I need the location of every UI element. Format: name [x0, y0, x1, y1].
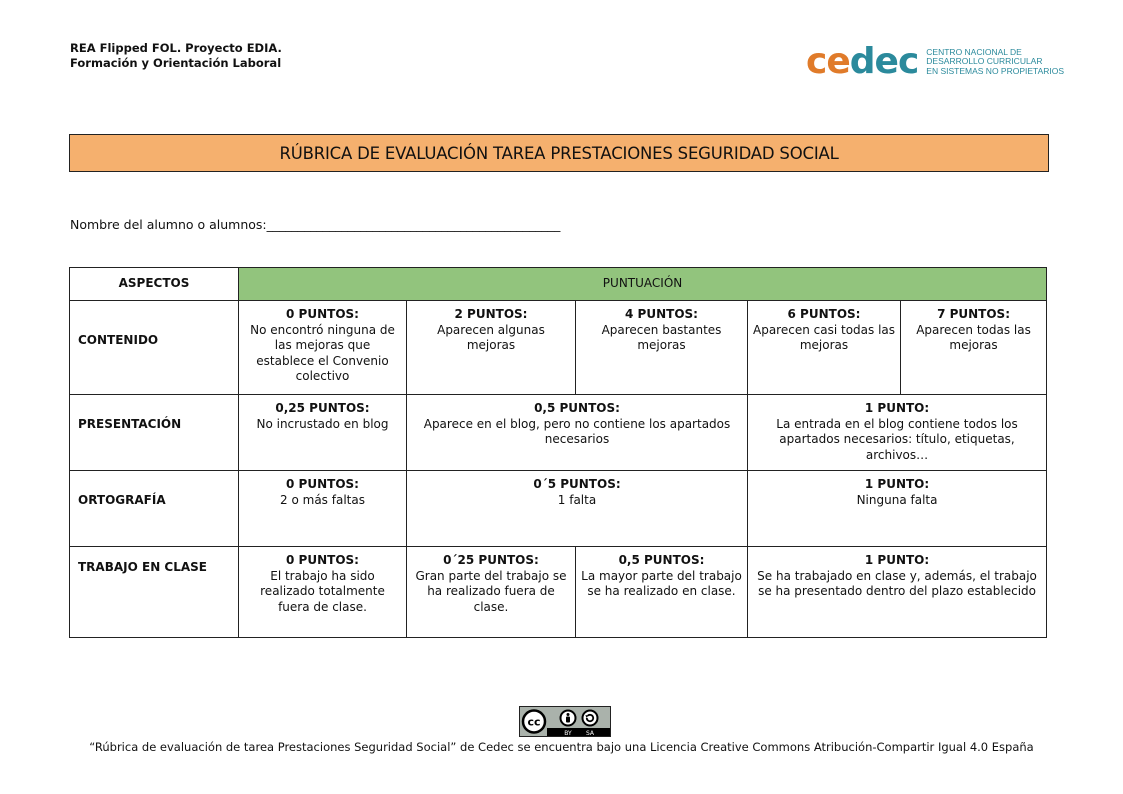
score-cell: 1 PUNTO: La entrada en el blog contiene todos los apartados necesarios: título, etiquetas, archivos…	[748, 395, 1047, 471]
aspect-ortografia: ORTOGRAFÍA	[70, 471, 239, 547]
license-footer: “Rúbrica de evaluación de tarea Prestaciones Seguridad Social” de Cedec se encuentra bajo una Licencia Creative Commons Atribución-Compartir Igual 4.0 España	[89, 740, 1034, 754]
student-name-line	[70, 217, 560, 232]
cedec-logo-word: cedec	[806, 41, 919, 82]
rubric-title: RÚBRICA DE EVALUACIÓN TAREA PRESTACIONES SEGURIDAD SOCIAL	[279, 143, 839, 163]
table-header-row	[70, 268, 1047, 301]
score-header: PUNTUACIÓN	[239, 268, 1047, 301]
score-cell: 0´5 PUNTOS: 1 falta	[407, 471, 748, 547]
svg-text:BY: BY	[564, 730, 572, 736]
aspects-header: ASPECTOS	[70, 268, 239, 301]
score-cell: 0 PUNTOS: El trabajo ha sido realizado totalmente fuera de clase.	[239, 547, 407, 638]
document-header	[70, 41, 282, 71]
score-cell: 0´25 PUNTOS: Gran parte del trabajo se ha realizado fuera de clase.	[407, 547, 576, 638]
aspect-trabajo-en-clase: TRABAJO EN CLASE	[70, 547, 239, 638]
svg-text:SA: SA	[585, 730, 595, 736]
cc-by-sa-icon	[520, 707, 610, 736]
rubric-table	[69, 267, 1047, 638]
score-cell: 0,5 PUNTOS: Aparece en el blog, pero no contiene los apartados necesarios	[407, 395, 748, 471]
cedec-logo	[806, 41, 1065, 82]
score-cell: 1 PUNTO: Se ha trabajado en clase y, además, el trabajo se ha presentado dentro del plazo establecido	[748, 547, 1047, 638]
table-row	[70, 301, 1047, 395]
table-row	[70, 547, 1047, 638]
student-name-blank: _______________________________________________	[266, 217, 561, 232]
aspect-presentacion: PRESENTACIÓN	[70, 395, 239, 471]
student-name-label: Nombre del alumno o alumnos:	[70, 217, 267, 232]
aspect-contenido: CONTENIDO	[70, 301, 239, 395]
score-cell: 1 PUNTO: Ninguna falta	[748, 471, 1047, 547]
subject-title: Formación y Orientación Laboral	[70, 56, 282, 70]
score-cell: 6 PUNTOS: Aparecen casi todas las mejoras	[748, 301, 901, 395]
table-row	[70, 395, 1047, 471]
rubric-title-banner	[69, 134, 1049, 172]
score-cell: 0,5 PUNTOS: La mayor parte del trabajo se ha realizado en clase.	[576, 547, 748, 638]
score-cell: 0 PUNTOS: No encontró ninguna de las mejoras que establece el Convenio colectivo	[239, 301, 407, 395]
score-cell: 4 PUNTOS: Aparecen bastantes mejoras	[576, 301, 748, 395]
svg-text:cc: cc	[527, 715, 541, 729]
project-title: REA Flipped FOL. Proyecto EDIA.	[70, 41, 282, 55]
creative-commons-badge	[519, 706, 611, 737]
cedec-logo-text: CENTRO NACIONAL DE DESARROLLO CURRICULAR EN SISTEMAS NO PROPIETARIOS	[926, 46, 1065, 76]
score-cell: 7 PUNTOS: Aparecen todas las mejoras	[901, 301, 1047, 395]
table-row	[70, 471, 1047, 547]
score-cell: 0 PUNTOS: 2 o más faltas	[239, 471, 407, 547]
score-cell: 2 PUNTOS: Aparecen algunas mejoras	[407, 301, 576, 395]
score-cell: 0,25 PUNTOS: No incrustado en blog	[239, 395, 407, 471]
